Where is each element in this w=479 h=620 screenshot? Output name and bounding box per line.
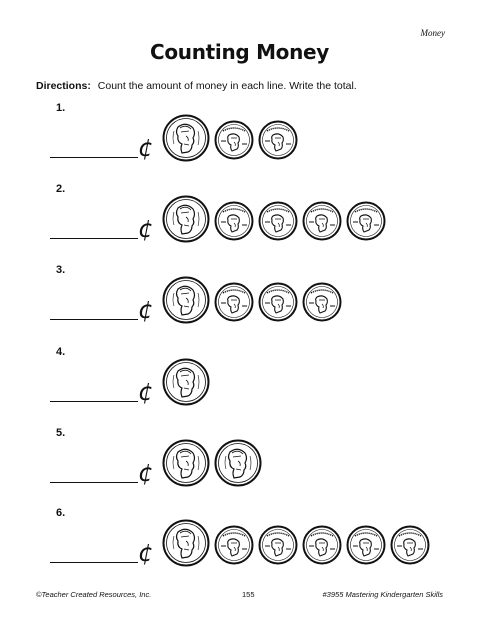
nickel-coin-icon bbox=[162, 114, 210, 167]
footer-page-number: 155 bbox=[242, 590, 255, 599]
nickel-coin-icon bbox=[162, 519, 210, 572]
answer-line[interactable] bbox=[50, 562, 138, 563]
penny-coin-icon bbox=[214, 120, 254, 165]
directions-label: Directions: bbox=[36, 80, 91, 92]
problem-number: 5. bbox=[56, 427, 66, 439]
penny-coin-icon bbox=[302, 201, 342, 246]
problem-number: 6. bbox=[56, 507, 66, 519]
cent-symbol: ¢ bbox=[138, 539, 154, 567]
penny-coin-icon bbox=[302, 282, 342, 327]
penny-coin-icon bbox=[214, 282, 254, 327]
footer-publisher: ©Teacher Created Resources, Inc. bbox=[36, 590, 152, 599]
cent-symbol: ¢ bbox=[138, 296, 154, 324]
penny-coin-icon bbox=[258, 525, 298, 570]
problem-number: 1. bbox=[56, 102, 66, 114]
penny-coin-icon bbox=[258, 282, 298, 327]
header-topic: Money bbox=[420, 28, 445, 38]
directions-text: Count the amount of money in each line. Write the total. bbox=[97, 80, 357, 92]
answer-line[interactable] bbox=[50, 157, 138, 158]
nickel-coin-icon bbox=[162, 276, 210, 329]
page-title: Counting Money bbox=[149, 40, 330, 64]
answer-line[interactable] bbox=[50, 238, 138, 239]
penny-coin-icon bbox=[302, 525, 342, 570]
problem-5 bbox=[0, 427, 479, 507]
penny-coin-icon bbox=[346, 525, 386, 570]
penny-coin-icon bbox=[258, 120, 298, 165]
penny-coin-icon bbox=[258, 201, 298, 246]
cent-symbol: ¢ bbox=[138, 459, 154, 487]
penny-coin-icon bbox=[214, 201, 254, 246]
cent-symbol: ¢ bbox=[138, 378, 154, 406]
problem-number: 2. bbox=[56, 183, 66, 195]
nickel-coin-icon bbox=[214, 439, 262, 492]
nickel-coin-icon bbox=[162, 439, 210, 492]
penny-coin-icon bbox=[214, 525, 254, 570]
problem-1 bbox=[0, 102, 479, 182]
cent-symbol: ¢ bbox=[138, 215, 154, 243]
footer-book-title: #3955 Mastering Kindergarten Skills bbox=[322, 590, 443, 599]
answer-line[interactable] bbox=[50, 319, 138, 320]
problem-3 bbox=[0, 264, 479, 344]
penny-coin-icon bbox=[390, 525, 430, 570]
problem-number: 3. bbox=[56, 264, 66, 276]
problem-4 bbox=[0, 346, 479, 426]
cent-symbol: ¢ bbox=[138, 134, 154, 162]
nickel-coin-icon bbox=[162, 195, 210, 248]
problem-2 bbox=[0, 183, 479, 263]
problem-number: 4. bbox=[56, 346, 66, 358]
problem-6 bbox=[0, 507, 479, 587]
directions bbox=[36, 80, 357, 92]
answer-line[interactable] bbox=[50, 401, 138, 402]
nickel-coin-icon bbox=[162, 358, 210, 411]
penny-coin-icon bbox=[346, 201, 386, 246]
answer-line[interactable] bbox=[50, 482, 138, 483]
